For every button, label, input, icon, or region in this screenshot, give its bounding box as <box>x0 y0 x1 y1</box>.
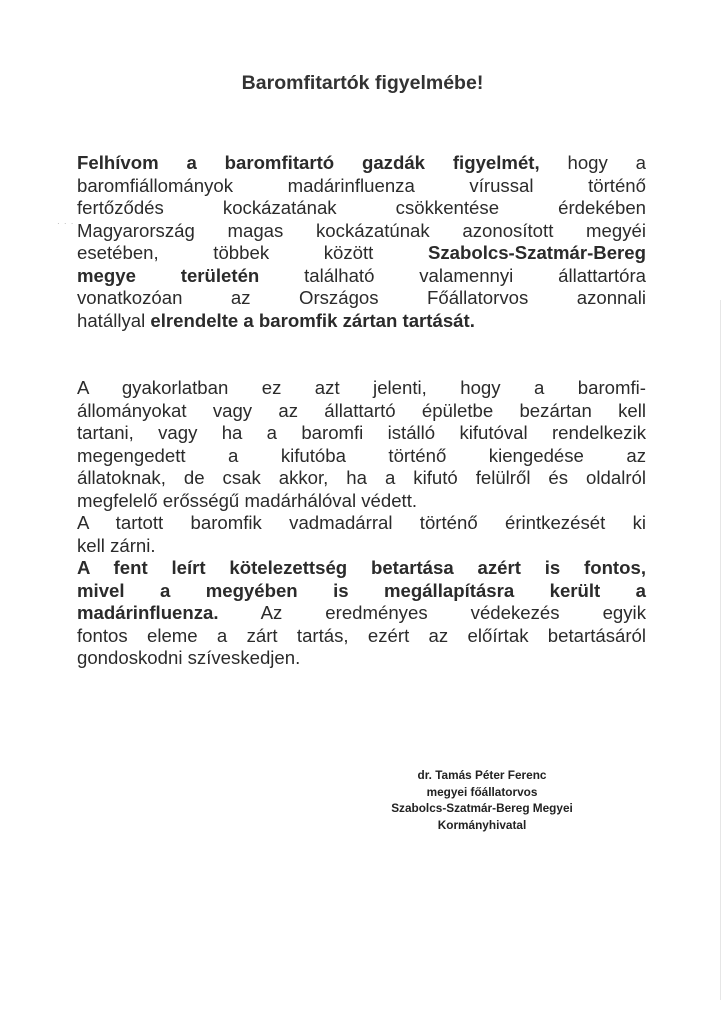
text-run: Magyarország magas kockázatúnak azonosított megyéi <box>77 219 646 241</box>
text-line <box>77 445 646 468</box>
text-run: megengedett a kifutóba történő kiengedése az <box>77 444 646 466</box>
signature-block <box>372 767 592 833</box>
paragraph-notice <box>77 152 646 332</box>
text-run: kell zárni. <box>77 534 156 556</box>
text-run: vonatkozóan az Országos Főállatorvos azonnali <box>77 287 646 308</box>
text-line <box>77 580 646 603</box>
text-run: fontos eleme a zárt tartás, ezért az előírtak betartásáról <box>77 624 646 646</box>
text-line <box>77 512 646 535</box>
text-run: hogy a <box>539 152 646 173</box>
text-line <box>77 242 646 265</box>
text-line <box>77 377 646 400</box>
text-run: esetében, többek között <box>77 242 428 263</box>
text-run: A gyakorlatban ez azt jelenti, hogy a baromfi- <box>77 377 646 398</box>
text-line <box>77 602 646 625</box>
text-line <box>77 152 646 175</box>
text-run: Az eredményes védekezés egyik <box>218 602 646 623</box>
paragraph-instructions <box>77 377 646 670</box>
bold-text: elrendelte a baromfik zártan tartását. <box>150 309 475 331</box>
text-line <box>77 265 646 288</box>
text-run: baromfiállományok madárinfluenza vírussal történő <box>77 174 646 196</box>
scan-artifact: · · · <box>57 219 75 228</box>
text-line <box>77 175 646 198</box>
text-line <box>77 287 646 310</box>
text-run: gondoskodni szíveskedjen. <box>77 647 301 668</box>
bold-text: megye területén <box>77 264 260 286</box>
text-run: található valamennyi állattartóra <box>259 264 646 286</box>
text-run: A tartott baromfik vadmadárral történő érintkezését ki <box>77 512 646 533</box>
text-run: megfelelő erősségű madárhálóval védett. <box>77 489 418 511</box>
bold-text: Szabolcs-Szatmár-Bereg <box>427 242 646 263</box>
text-line <box>77 197 646 220</box>
text-line <box>77 220 646 243</box>
text-line <box>77 490 646 513</box>
signature-position: megyei főállatorvos <box>426 784 538 799</box>
bold-text: mivel a megyében is megállapításra került a <box>77 579 646 601</box>
text-line <box>77 310 646 333</box>
text-line <box>77 647 646 670</box>
bold-text: A fent leírt kötelezettség betartása azért is fontos, <box>77 557 646 578</box>
text-run: állományokat vagy az állattartó épületbe bezártan kell <box>77 399 646 421</box>
page-title: Baromfitartók figyelmébe! <box>241 72 484 94</box>
text-run: tartani, vagy ha a baromfi istálló kifutóval rendelkezik <box>77 422 646 443</box>
text-run: hatállyal <box>77 309 151 331</box>
text-line <box>77 400 646 423</box>
signature-name: dr. Tamás Péter Ferenc <box>417 768 547 782</box>
scan-edge <box>720 300 721 1000</box>
signature-office-line2: Kormányhivatal <box>437 817 527 832</box>
text-run: állatoknak, de csak akkor, ha a kifutó felülről és oldalról <box>77 467 646 488</box>
text-line <box>77 535 646 558</box>
bold-text: Felhívom a baromfitartó gazdák figyelmét, <box>77 152 540 173</box>
signature-office-line1: Szabolcs-Szatmár-Bereg Megyei <box>391 801 573 815</box>
text-line <box>77 625 646 648</box>
text-line <box>77 422 646 445</box>
text-run: fertőződés kockázatának csökkentése érdekében <box>77 197 646 218</box>
bold-text: madárinfluenza. <box>77 602 219 623</box>
text-line <box>77 467 646 490</box>
text-line <box>77 557 646 580</box>
